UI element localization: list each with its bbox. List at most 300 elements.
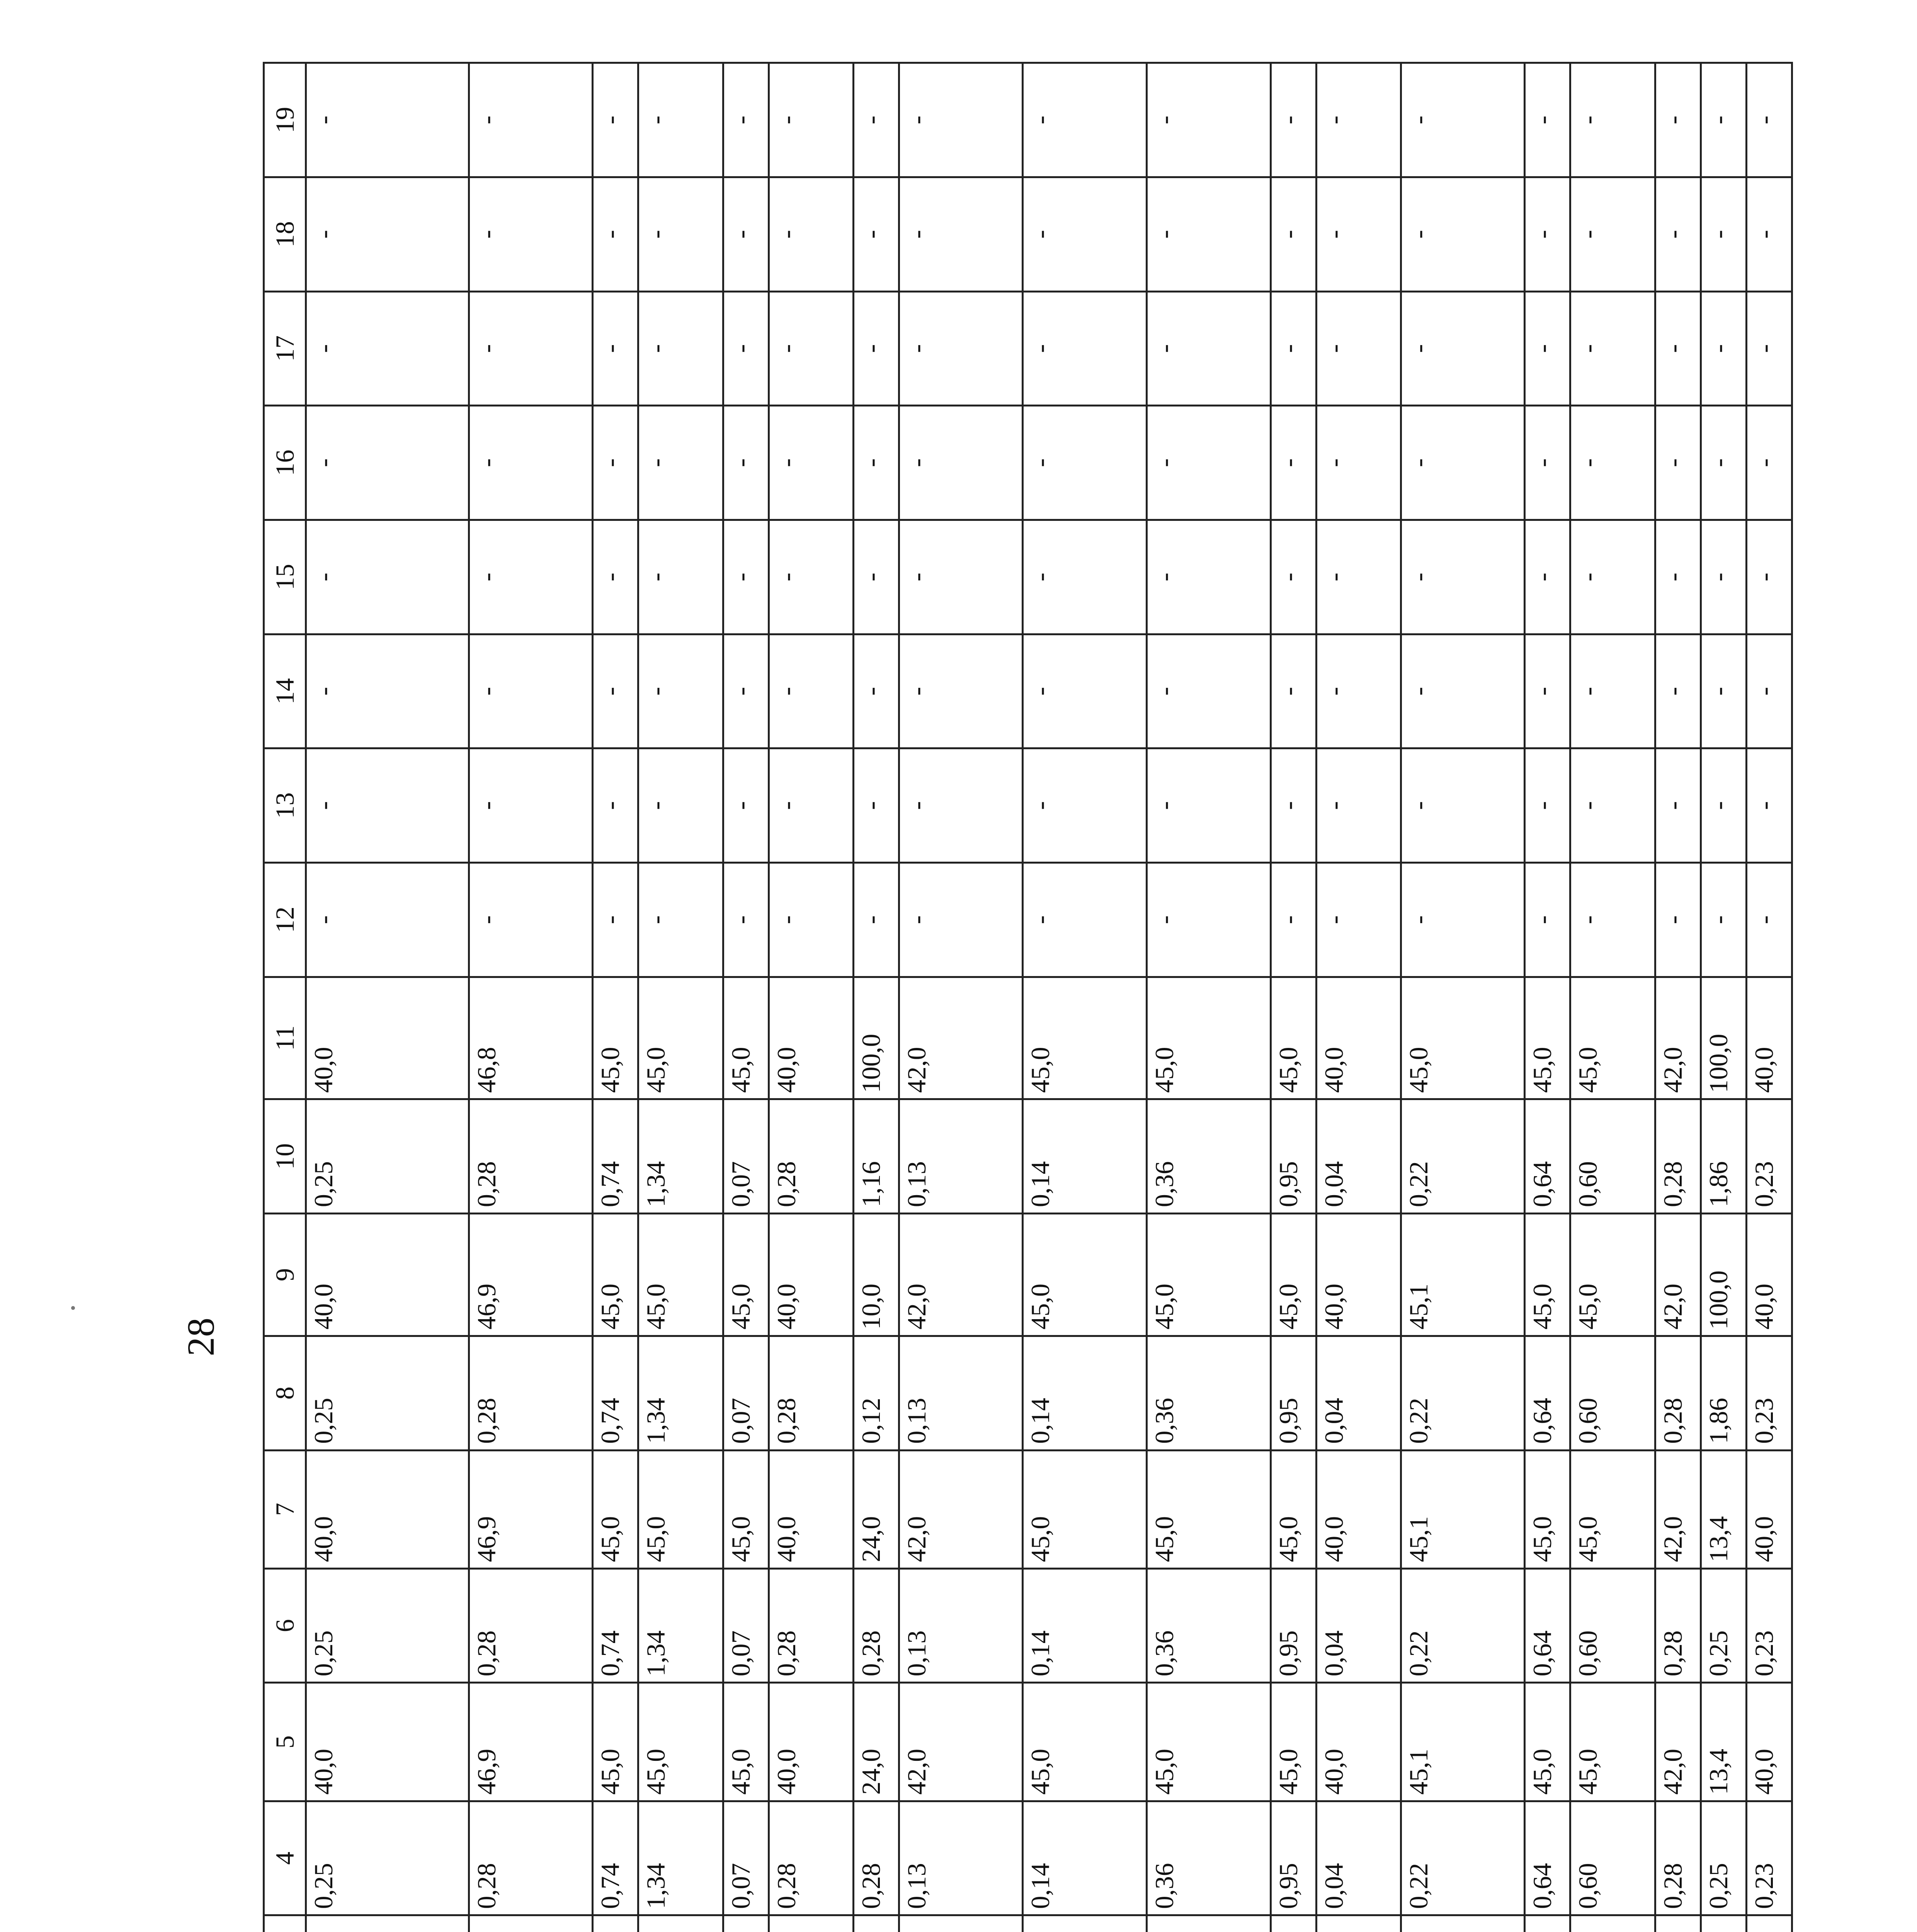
value-cell — [1146, 1915, 1271, 1932]
table-row — [723, 63, 769, 1932]
value-cell: 0,25 — [306, 1099, 469, 1214]
value-cell: 13,4 — [1701, 1683, 1746, 1801]
value-cell: 0,14 — [1023, 1568, 1147, 1683]
empty-cell: - — [1271, 520, 1316, 634]
value-cell: 45,0 — [638, 1683, 723, 1801]
empty-cell: - — [1525, 177, 1570, 291]
empty-cell: - — [469, 406, 593, 520]
empty-cell: - — [306, 862, 469, 977]
empty-cell: - — [1746, 520, 1792, 634]
value-cell: 0,28 — [1655, 1099, 1701, 1214]
value-cell: 24,0 — [853, 1683, 899, 1801]
value-cell: 0,28 — [769, 1336, 853, 1450]
value-cell: 45,0 — [1023, 1683, 1147, 1801]
value-cell: 100,0 — [1701, 977, 1746, 1099]
empty-cell: - — [853, 862, 899, 977]
empty-cell: - — [1316, 634, 1401, 748]
table-body — [306, 63, 1792, 1932]
empty-cell: - — [723, 406, 769, 520]
value-cell: 1,16 — [853, 1099, 899, 1214]
column-header: 18 — [264, 177, 306, 291]
value-cell: 13,4 — [1701, 1450, 1746, 1568]
value-cell: 45,0 — [1525, 977, 1570, 1099]
empty-cell: - — [1146, 520, 1271, 634]
value-cell: 42,0 — [1655, 1450, 1701, 1568]
empty-cell: - — [899, 63, 1023, 177]
table-row — [1316, 63, 1401, 1932]
value-cell: 0,64 — [1525, 1099, 1570, 1214]
value-cell — [1701, 1915, 1746, 1932]
value-cell — [1316, 1915, 1401, 1932]
column-header: 8 — [264, 1336, 306, 1450]
empty-cell: - — [1570, 291, 1655, 406]
empty-cell: - — [899, 520, 1023, 634]
table-row — [638, 63, 723, 1932]
value-cell: 45,0 — [638, 1450, 723, 1568]
empty-cell: - — [306, 406, 469, 520]
empty-cell: - — [638, 177, 723, 291]
empty-cell: - — [1525, 634, 1570, 748]
value-cell: 0,14 — [1023, 1099, 1147, 1214]
value-cell: 42,0 — [899, 977, 1023, 1099]
empty-cell: - — [306, 177, 469, 291]
empty-cell: - — [306, 520, 469, 634]
value-cell: 0,95 — [1271, 1099, 1316, 1214]
empty-cell: - — [469, 634, 593, 748]
value-cell: 45,0 — [1525, 1450, 1570, 1568]
value-cell: 40,0 — [769, 1683, 853, 1801]
value-cell: 45,0 — [638, 977, 723, 1099]
empty-cell: - — [1701, 748, 1746, 863]
empty-cell: - — [1146, 634, 1271, 748]
empty-cell: - — [853, 520, 899, 634]
value-cell: 40,0 — [1316, 1683, 1401, 1801]
empty-cell: - — [1525, 520, 1570, 634]
value-cell: 1,34 — [638, 1099, 723, 1214]
empty-cell: - — [1401, 177, 1525, 291]
empty-cell: - — [1701, 291, 1746, 406]
empty-cell: - — [1316, 520, 1401, 634]
value-cell: 40,0 — [1316, 977, 1401, 1099]
value-cell: 45,0 — [723, 1683, 769, 1801]
empty-cell: - — [1401, 862, 1525, 977]
empty-cell: - — [1271, 177, 1316, 291]
table-row — [1655, 63, 1701, 1932]
value-cell: 0,13 — [899, 1336, 1023, 1450]
empty-cell: - — [1401, 634, 1525, 748]
value-cell: 42,0 — [899, 1450, 1023, 1568]
empty-cell: - — [723, 862, 769, 977]
value-cell: 42,0 — [1655, 1214, 1701, 1336]
value-cell: 40,0 — [769, 1450, 853, 1568]
value-cell: 0,28 — [769, 1099, 853, 1214]
value-cell: 1,86 — [1701, 1099, 1746, 1214]
column-header: 15 — [264, 520, 306, 634]
empty-cell: - — [1316, 63, 1401, 177]
value-cell — [306, 1915, 469, 1932]
value-cell: 0,07 — [723, 1336, 769, 1450]
empty-cell: - — [1271, 748, 1316, 863]
value-cell: 42,0 — [1655, 977, 1701, 1099]
column-header: 4 — [264, 1801, 306, 1915]
column-header: 19 — [264, 63, 306, 177]
empty-cell: - — [1701, 862, 1746, 977]
empty-cell: - — [1655, 634, 1701, 748]
value-cell: 40,0 — [1746, 1683, 1792, 1801]
empty-cell: - — [899, 406, 1023, 520]
empty-cell: - — [769, 63, 853, 177]
empty-cell: - — [1146, 177, 1271, 291]
empty-cell: - — [1525, 63, 1570, 177]
empty-cell: - — [1316, 862, 1401, 977]
value-cell: 0,95 — [1271, 1568, 1316, 1683]
value-cell — [638, 1915, 723, 1932]
empty-cell: - — [1146, 63, 1271, 177]
empty-cell: - — [306, 63, 469, 177]
value-cell: 45,0 — [1570, 1683, 1655, 1801]
table-row — [769, 63, 853, 1932]
value-cell: 40,0 — [306, 1450, 469, 1568]
value-cell: 46,9 — [469, 1214, 593, 1336]
value-cell: 0,07 — [723, 1801, 769, 1915]
empty-cell: - — [1525, 748, 1570, 863]
value-cell: 0,28 — [1655, 1568, 1701, 1683]
value-cell: 1,34 — [638, 1336, 723, 1450]
value-cell: 0,36 — [1146, 1336, 1271, 1450]
empty-cell: - — [1023, 291, 1147, 406]
empty-cell: - — [723, 63, 769, 177]
value-cell: 45,0 — [1146, 977, 1271, 1099]
value-cell: 0,28 — [853, 1801, 899, 1915]
empty-cell: - — [899, 177, 1023, 291]
column-header — [264, 1915, 306, 1932]
value-cell: 45,0 — [1146, 1683, 1271, 1801]
value-cell: 45,0 — [1525, 1214, 1570, 1336]
value-cell: 40,0 — [306, 1683, 469, 1801]
value-cell: 45,0 — [723, 1450, 769, 1568]
value-cell: 45,0 — [1271, 1214, 1316, 1336]
header-row — [264, 63, 306, 1932]
value-cell: 0,22 — [1401, 1336, 1525, 1450]
value-cell — [899, 1915, 1023, 1932]
value-cell — [1271, 1915, 1316, 1932]
empty-cell: - — [638, 291, 723, 406]
value-cell: 45,1 — [1401, 1450, 1525, 1568]
column-header: 5 — [264, 1683, 306, 1801]
empty-cell: - — [769, 634, 853, 748]
column-header: 9 — [264, 1214, 306, 1336]
value-cell: 45,0 — [723, 1214, 769, 1336]
table-row — [306, 63, 469, 1932]
empty-cell: - — [853, 177, 899, 291]
roads-data-table — [263, 62, 1793, 1932]
value-cell: 40,0 — [1746, 977, 1792, 1099]
value-cell: 46,9 — [469, 1450, 593, 1568]
empty-cell: - — [306, 634, 469, 748]
empty-cell: - — [1701, 177, 1746, 291]
table-row — [1146, 63, 1271, 1932]
value-cell: 40,0 — [1746, 1450, 1792, 1568]
value-cell: 0,22 — [1401, 1801, 1525, 1915]
value-cell: 100,0 — [1701, 1214, 1746, 1336]
value-cell: 0,04 — [1316, 1568, 1401, 1683]
value-cell: 0,64 — [1525, 1568, 1570, 1683]
table-frame — [263, 62, 1793, 1932]
empty-cell: - — [593, 63, 638, 177]
value-cell: 0,36 — [1146, 1801, 1271, 1915]
empty-cell: - — [1316, 291, 1401, 406]
empty-cell: - — [593, 520, 638, 634]
empty-cell: - — [1570, 862, 1655, 977]
table-row — [853, 63, 899, 1932]
value-cell: 45,0 — [1570, 1450, 1655, 1568]
value-cell: 45,0 — [1401, 977, 1525, 1099]
value-cell: 1,34 — [638, 1801, 723, 1915]
empty-cell: - — [306, 291, 469, 406]
value-cell: 40,0 — [1746, 1214, 1792, 1336]
value-cell: 0,25 — [306, 1336, 469, 1450]
rotated-table-container — [263, 62, 1793, 1932]
value-cell: 0,12 — [853, 1336, 899, 1450]
empty-cell: - — [1655, 63, 1701, 177]
empty-cell: - — [1023, 748, 1147, 863]
value-cell: 0,64 — [1525, 1801, 1570, 1915]
empty-cell: - — [1570, 634, 1655, 748]
empty-cell: - — [1146, 862, 1271, 977]
empty-cell: - — [1746, 748, 1792, 863]
value-cell: 0,28 — [469, 1099, 593, 1214]
empty-cell: - — [769, 748, 853, 863]
value-cell: 0,13 — [899, 1801, 1023, 1915]
empty-cell: - — [1701, 63, 1746, 177]
value-cell: 45,0 — [723, 977, 769, 1099]
value-cell — [1655, 1915, 1701, 1932]
empty-cell: - — [769, 520, 853, 634]
value-cell: 0,25 — [306, 1568, 469, 1683]
value-cell: 0,36 — [1146, 1568, 1271, 1683]
empty-cell: - — [638, 520, 723, 634]
empty-cell: - — [1655, 520, 1701, 634]
empty-cell: - — [469, 748, 593, 863]
value-cell: 46,8 — [469, 977, 593, 1099]
value-cell: 0,28 — [469, 1336, 593, 1450]
empty-cell: - — [1401, 406, 1525, 520]
column-header: 17 — [264, 291, 306, 406]
value-cell: 0,23 — [1746, 1336, 1792, 1450]
empty-cell: - — [1401, 63, 1525, 177]
empty-cell: - — [853, 406, 899, 520]
value-cell — [469, 1915, 593, 1932]
value-cell: 24,0 — [853, 1450, 899, 1568]
column-header: 11 — [264, 977, 306, 1099]
value-cell — [1570, 1915, 1655, 1932]
empty-cell: - — [1570, 177, 1655, 291]
value-cell: 100,0 — [853, 977, 899, 1099]
value-cell: 0,28 — [769, 1801, 853, 1915]
empty-cell: - — [723, 177, 769, 291]
value-cell: 45,0 — [1570, 977, 1655, 1099]
empty-cell: - — [593, 177, 638, 291]
value-cell: 45,0 — [1146, 1214, 1271, 1336]
value-cell: 0,60 — [1570, 1336, 1655, 1450]
value-cell: 45,0 — [593, 977, 638, 1099]
empty-cell: - — [1746, 862, 1792, 977]
empty-cell: - — [1316, 748, 1401, 863]
value-cell: 0,95 — [1271, 1801, 1316, 1915]
empty-cell: - — [1023, 177, 1147, 291]
value-cell — [1746, 1915, 1792, 1932]
empty-cell: - — [469, 177, 593, 291]
empty-cell: - — [1316, 177, 1401, 291]
empty-cell: - — [593, 748, 638, 863]
empty-cell: - — [1146, 406, 1271, 520]
empty-cell: - — [593, 634, 638, 748]
value-cell: 0,28 — [1655, 1336, 1701, 1450]
value-cell: 0,23 — [1746, 1568, 1792, 1683]
value-cell: 0,28 — [853, 1568, 899, 1683]
empty-cell: - — [899, 748, 1023, 863]
value-cell — [1525, 1915, 1570, 1932]
empty-cell: - — [853, 634, 899, 748]
table-row — [899, 63, 1023, 1932]
value-cell: 0,04 — [1316, 1099, 1401, 1214]
empty-cell: - — [638, 748, 723, 863]
empty-cell: - — [469, 520, 593, 634]
value-cell: 45,0 — [1271, 977, 1316, 1099]
empty-cell: - — [1023, 862, 1147, 977]
value-cell: 0,60 — [1570, 1568, 1655, 1683]
table-row — [1023, 63, 1147, 1932]
value-cell — [1023, 1915, 1147, 1932]
value-cell: 0,07 — [723, 1568, 769, 1683]
column-header: 10 — [264, 1099, 306, 1214]
empty-cell: - — [1570, 406, 1655, 520]
empty-cell: - — [769, 177, 853, 291]
empty-cell: - — [1655, 748, 1701, 863]
value-cell: 45,0 — [638, 1214, 723, 1336]
value-cell: 0,74 — [593, 1801, 638, 1915]
value-cell: 0,14 — [1023, 1336, 1147, 1450]
value-cell: 45,0 — [593, 1214, 638, 1336]
value-cell — [723, 1915, 769, 1932]
empty-cell: - — [1146, 291, 1271, 406]
value-cell: 0,36 — [1146, 1099, 1271, 1214]
value-cell: 45,0 — [593, 1450, 638, 1568]
empty-cell: - — [469, 862, 593, 977]
table-row — [593, 63, 638, 1932]
column-header: 14 — [264, 634, 306, 748]
empty-cell: - — [769, 291, 853, 406]
value-cell: 45,0 — [593, 1683, 638, 1801]
table-row — [469, 63, 593, 1932]
table-row — [1525, 63, 1570, 1932]
value-cell: 0,60 — [1570, 1099, 1655, 1214]
value-cell: 45,0 — [1146, 1450, 1271, 1568]
value-cell: 0,25 — [306, 1801, 469, 1915]
empty-cell: - — [899, 862, 1023, 977]
empty-cell: - — [723, 748, 769, 863]
empty-cell: - — [1655, 862, 1701, 977]
empty-cell: - — [1271, 406, 1316, 520]
value-cell: 45,0 — [1023, 1450, 1147, 1568]
value-cell: 0,23 — [1746, 1801, 1792, 1915]
empty-cell: - — [1746, 63, 1792, 177]
empty-cell: - — [1023, 406, 1147, 520]
empty-cell: - — [1570, 520, 1655, 634]
empty-cell: - — [638, 634, 723, 748]
empty-cell: - — [638, 63, 723, 177]
empty-cell: - — [469, 63, 593, 177]
empty-cell: - — [1746, 634, 1792, 748]
empty-cell: - — [1525, 862, 1570, 977]
empty-cell: - — [723, 291, 769, 406]
value-cell: 0,28 — [469, 1801, 593, 1915]
column-header: 7 — [264, 1450, 306, 1568]
column-header: 16 — [264, 406, 306, 520]
empty-cell: - — [1701, 406, 1746, 520]
empty-cell: - — [1525, 406, 1570, 520]
empty-cell: - — [853, 63, 899, 177]
value-cell: 42,0 — [899, 1214, 1023, 1336]
value-cell: 45,0 — [1023, 977, 1147, 1099]
empty-cell: - — [1570, 748, 1655, 863]
table-row — [1746, 63, 1792, 1932]
value-cell: 40,0 — [306, 1214, 469, 1336]
value-cell: 42,0 — [899, 1683, 1023, 1801]
value-cell — [853, 1915, 899, 1932]
value-cell: 0,28 — [469, 1568, 593, 1683]
value-cell — [1401, 1915, 1525, 1932]
empty-cell: - — [593, 291, 638, 406]
value-cell: 40,0 — [1316, 1450, 1401, 1568]
empty-cell: - — [638, 862, 723, 977]
value-cell: 0,13 — [899, 1568, 1023, 1683]
empty-cell: - — [1023, 63, 1147, 177]
empty-cell: - — [769, 862, 853, 977]
value-cell: 1,34 — [638, 1568, 723, 1683]
value-cell: 0,28 — [769, 1568, 853, 1683]
empty-cell: - — [1655, 291, 1701, 406]
empty-cell: - — [1746, 291, 1792, 406]
empty-cell: - — [1701, 634, 1746, 748]
value-cell: 0,07 — [723, 1099, 769, 1214]
empty-cell: - — [1401, 748, 1525, 863]
value-cell: 45,0 — [1023, 1214, 1147, 1336]
empty-cell: - — [1401, 291, 1525, 406]
empty-cell: - — [1146, 748, 1271, 863]
column-header: 12 — [264, 862, 306, 977]
table-row — [1701, 63, 1746, 1932]
value-cell: 45,0 — [1570, 1214, 1655, 1336]
empty-cell: - — [1655, 406, 1701, 520]
value-cell: 0,14 — [1023, 1801, 1147, 1915]
empty-cell: - — [1570, 63, 1655, 177]
table-row — [1271, 63, 1316, 1932]
empty-cell: - — [899, 634, 1023, 748]
empty-cell: - — [723, 520, 769, 634]
value-cell: 10,0 — [853, 1214, 899, 1336]
value-cell: 45,0 — [1525, 1683, 1570, 1801]
page-number: 28 — [179, 1318, 222, 1356]
column-header: 6 — [264, 1568, 306, 1683]
value-cell: 45,0 — [1271, 1450, 1316, 1568]
empty-cell: - — [723, 634, 769, 748]
value-cell: 0,74 — [593, 1099, 638, 1214]
value-cell: 0,13 — [899, 1099, 1023, 1214]
empty-cell: - — [1701, 520, 1746, 634]
empty-cell: - — [1023, 634, 1147, 748]
empty-cell: - — [1271, 634, 1316, 748]
